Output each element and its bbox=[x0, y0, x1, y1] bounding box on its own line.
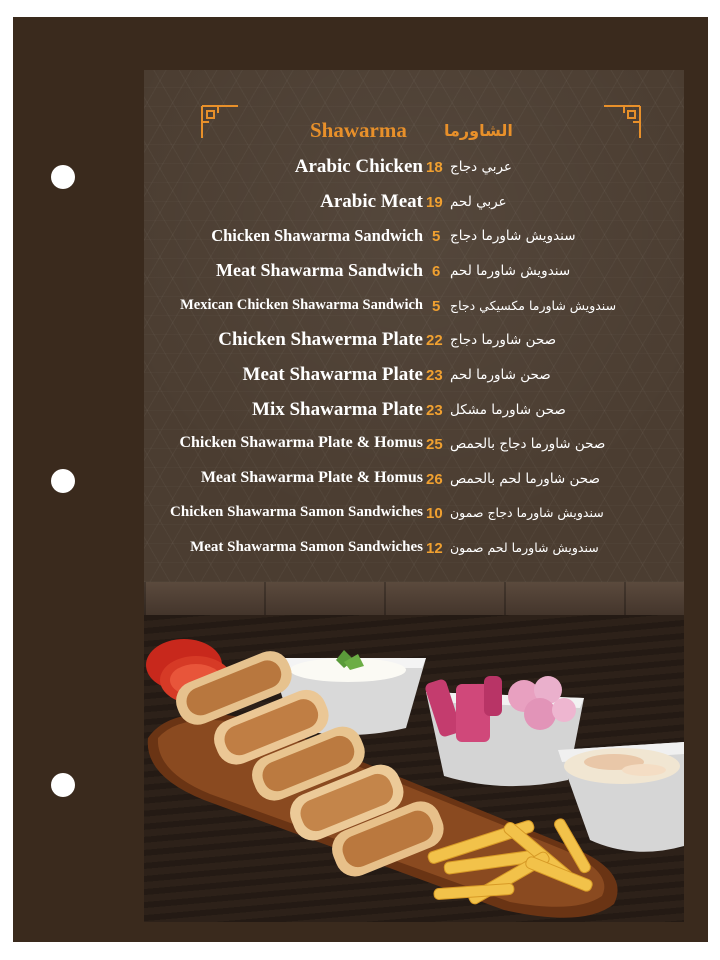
item-price: 25 bbox=[426, 436, 443, 453]
menu-panel bbox=[144, 70, 684, 922]
item-name-ar: عربي دجاج bbox=[450, 159, 512, 175]
item-name-en: Mix Shawarma Plate bbox=[252, 399, 423, 420]
item-name-en: Chicken Shawerma Plate bbox=[218, 329, 423, 350]
item-price: 12 bbox=[426, 540, 443, 557]
item-name-ar: صحن شاورما دجاج bbox=[450, 332, 557, 348]
item-price: 19 bbox=[426, 194, 443, 211]
item-price: 6 bbox=[432, 263, 441, 280]
item-name-ar: صحن شاورما دجاج بالحمص bbox=[450, 436, 606, 452]
menu-item bbox=[144, 364, 684, 394]
item-name-en: Arabic Chicken bbox=[294, 156, 423, 177]
item-price: 5 bbox=[432, 228, 441, 245]
item-name-en: Chicken Shawarma Sandwich bbox=[211, 226, 423, 245]
item-name-en: Mexican Chicken Shawarma Sandwich bbox=[180, 297, 423, 313]
menu-item bbox=[144, 260, 684, 290]
item-name-ar: سندويش شاورما لحم bbox=[450, 263, 571, 279]
item-name-ar: صحن شاورما لحم bbox=[450, 367, 551, 383]
item-name-en: Chicken Shawarma Samon Sandwiches bbox=[170, 504, 423, 520]
item-price: 10 bbox=[426, 505, 443, 522]
item-name-ar: سندويش شاورما مكسيكي دجاج bbox=[450, 298, 617, 313]
menu-item bbox=[144, 468, 684, 498]
item-name-en: Arabic Meat bbox=[320, 191, 423, 212]
menu-item bbox=[144, 156, 684, 186]
item-price: 23 bbox=[426, 402, 443, 419]
item-name-ar: سندويش شاورما دجاج bbox=[450, 228, 576, 244]
item-name-en: Chicken Shawarma Plate & Homus bbox=[179, 434, 423, 451]
item-name-ar: عربي لحم bbox=[450, 194, 507, 210]
item-price: 26 bbox=[426, 471, 443, 488]
menu-item bbox=[144, 502, 684, 532]
item-name-ar: صحن شاورما لحم بالحمص bbox=[450, 471, 600, 487]
binder-hole-middle bbox=[51, 469, 75, 493]
section-title-en: Shawarma bbox=[310, 118, 407, 142]
menu-item bbox=[144, 537, 684, 567]
item-name-en: Meat Shawarma Plate & Homus bbox=[200, 469, 423, 486]
section-title-ar: الشاورما bbox=[444, 121, 513, 140]
menu-item bbox=[144, 433, 684, 463]
section-header bbox=[144, 118, 684, 146]
item-name-ar: سندويش شاورما دجاج صمون bbox=[450, 505, 604, 520]
item-name-ar: سندويش شاورما لحم صمون bbox=[450, 540, 599, 555]
item-name-en: Meat Shawarma Plate bbox=[242, 364, 423, 385]
binder-hole-bottom bbox=[51, 773, 75, 797]
pickles-bowl bbox=[424, 676, 584, 786]
item-price: 5 bbox=[432, 298, 441, 315]
menu-page bbox=[13, 17, 708, 942]
menu-item bbox=[144, 399, 684, 429]
item-price: 23 bbox=[426, 367, 443, 384]
menu-item bbox=[144, 225, 684, 255]
item-price: 18 bbox=[426, 159, 443, 176]
shawarma-plate-photo bbox=[144, 610, 684, 922]
item-price: 22 bbox=[426, 332, 443, 349]
menu-item bbox=[144, 191, 684, 221]
item-name-en: Meat Shawarma Sandwich bbox=[215, 260, 423, 280]
salad-bowl bbox=[558, 742, 684, 852]
item-name-en: Meat Shawarma Samon Sandwiches bbox=[190, 539, 423, 555]
item-name-ar: صحن شاورما مشكل bbox=[450, 402, 566, 418]
binder-hole-top bbox=[51, 165, 75, 189]
menu-item bbox=[144, 329, 684, 359]
menu-item bbox=[144, 295, 684, 325]
